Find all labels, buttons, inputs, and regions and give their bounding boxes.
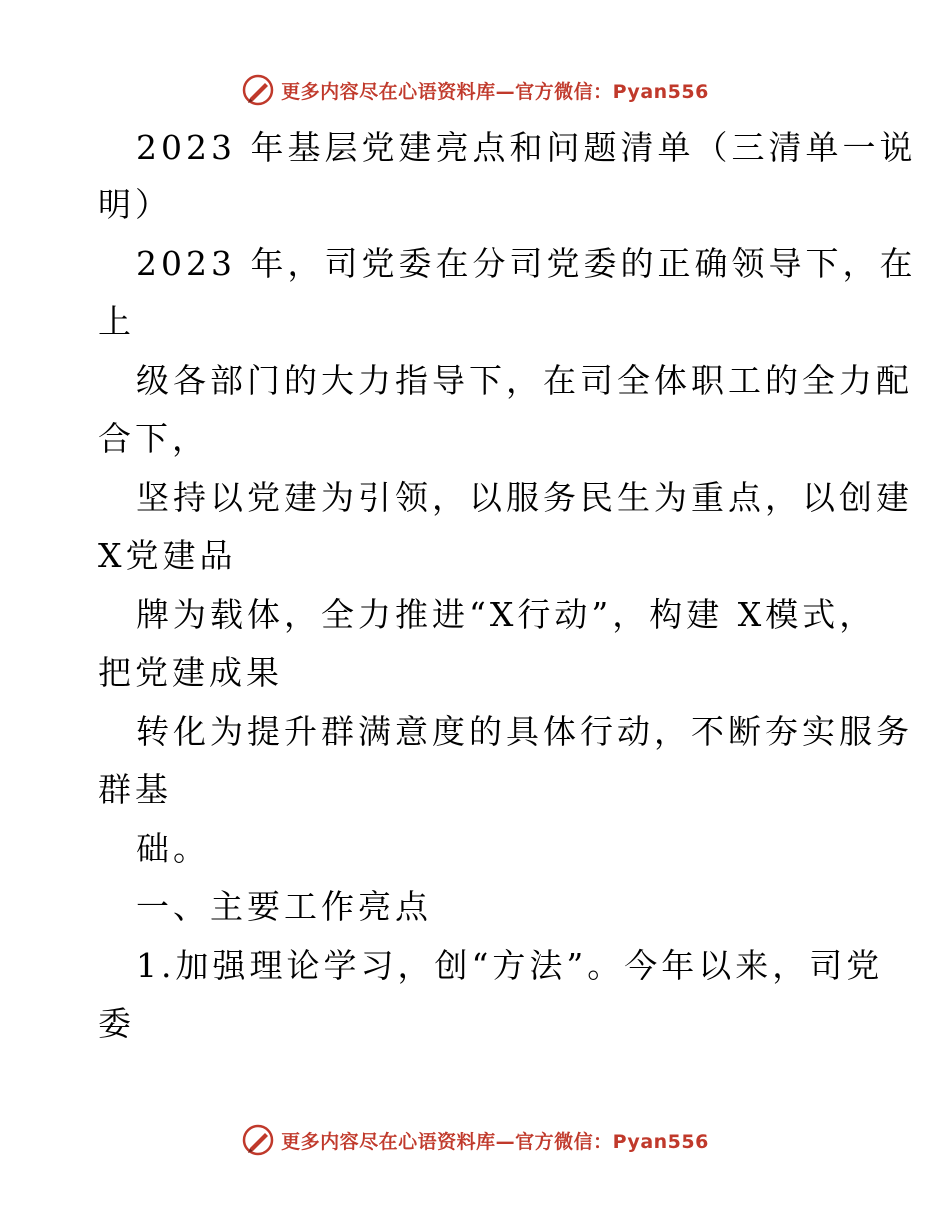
pen-logo-icon [241, 73, 275, 107]
header-watermark-banner [0, 70, 950, 110]
paragraph-line: 合下， [98, 419, 209, 458]
paragraph-line: 把党建成果 [98, 653, 283, 692]
footer-watermark-text: 更多内容尽在心语资料库—官方微信：Pyan556 [281, 1130, 709, 1153]
title-line-2: 明） [98, 185, 172, 224]
paragraph-line: 1.加强理论学习，创“方法”。今年以来，司党 [136, 946, 884, 985]
paragraph-line: 2023 年，司党委在分司党委的正确领导下，在 [136, 244, 917, 283]
section-heading: 一、主要工作亮点 [136, 887, 432, 926]
title-line-1: 2023 年基层党建亮点和问题清单（三清单一说 [136, 128, 917, 167]
paragraph-line: 坚持以党建为引领，以服务民生为重点，以创建 [136, 478, 913, 517]
paragraph-line: 群基 [98, 770, 172, 809]
footer-watermark-banner [0, 1120, 950, 1160]
paragraph-line: 牌为载体，全力推进“X行动”，构建 X模式， [136, 595, 877, 634]
paragraph-line: X党建品 [98, 536, 237, 575]
paragraph-line: 级各部门的大力指导下，在司全体职工的全力配 [136, 361, 913, 400]
paragraph-line: 委 [98, 1004, 135, 1043]
paragraph-line: 上 [98, 302, 135, 341]
paragraph-line: 础。 [136, 829, 210, 868]
pen-logo-icon [241, 1123, 275, 1157]
header-watermark-text: 更多内容尽在心语资料库—官方微信：Pyan556 [281, 80, 709, 103]
paragraph-line: 转化为提升群满意度的具体行动，不断夯实服务 [136, 712, 913, 751]
